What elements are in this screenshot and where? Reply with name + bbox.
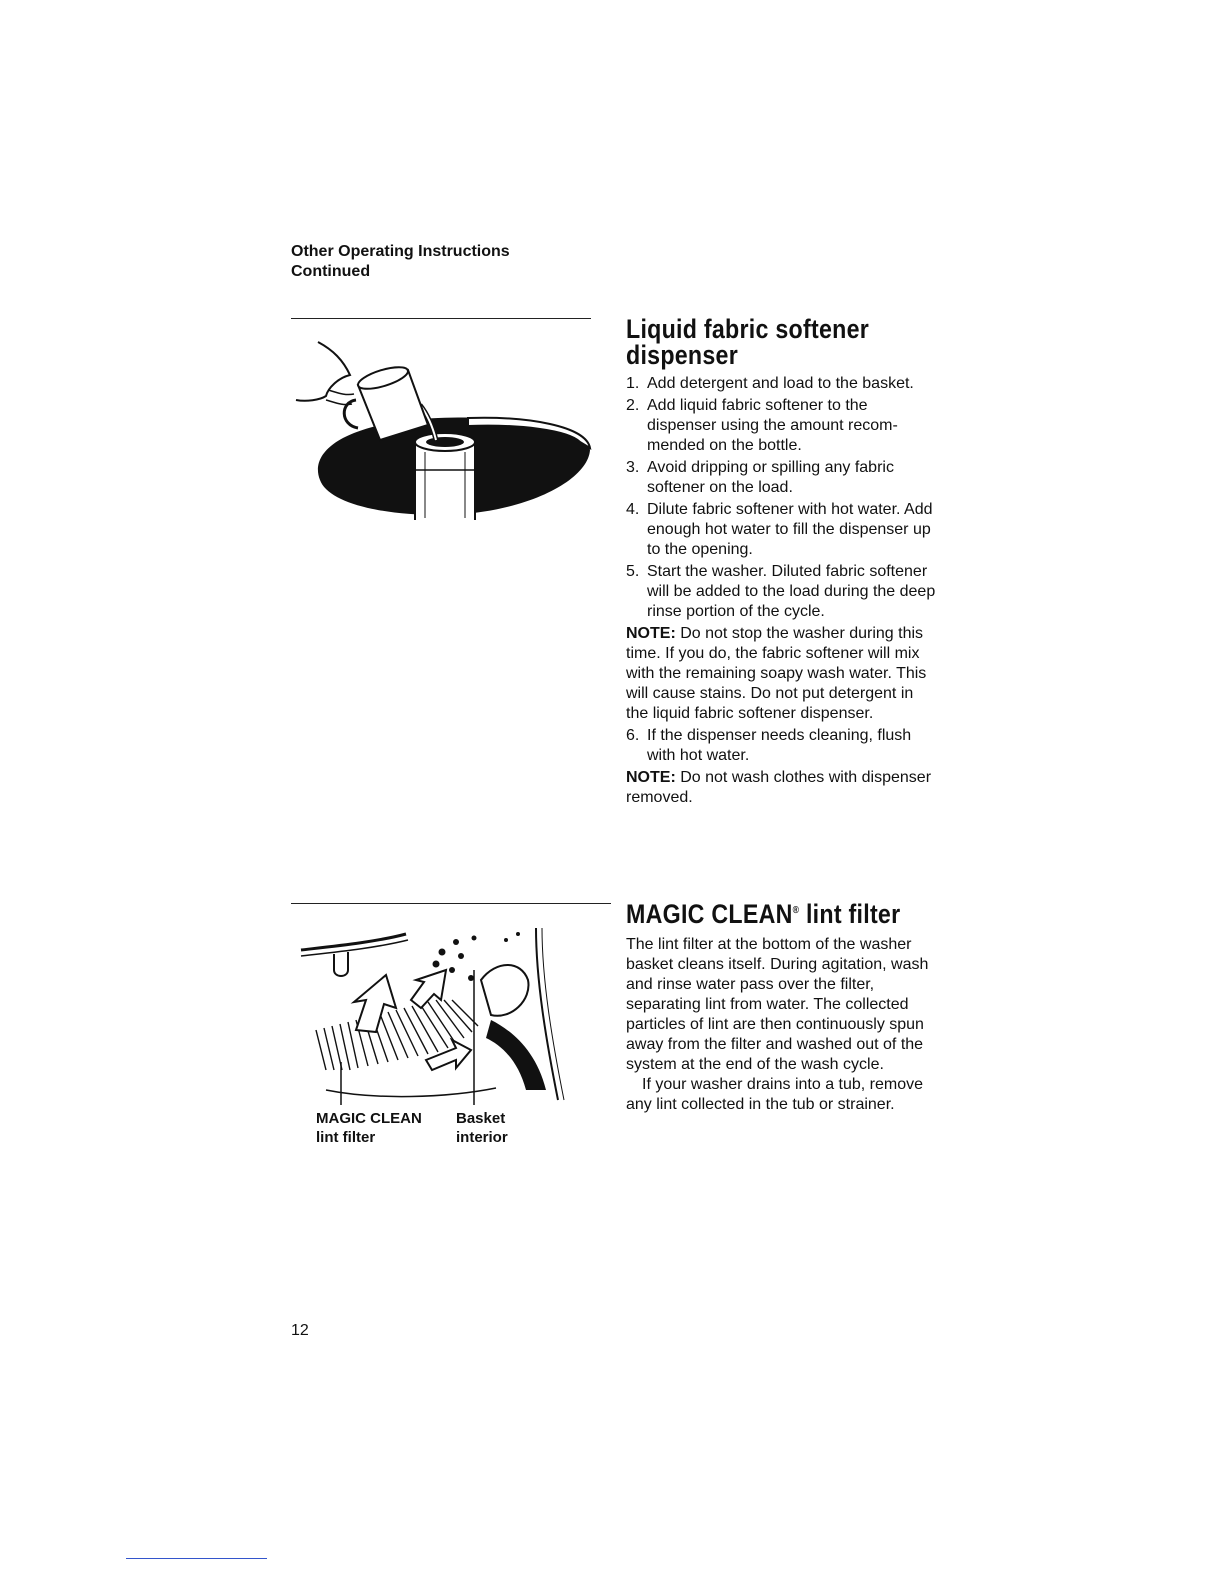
- softener-title: [626, 316, 893, 368]
- lint-paragraph-1: The lint filter at the bottom of the washer basket cleans itself. During agitation, wash and rinse water pass over the filter, separating lint from water. The collected particles of lint are then continuously spun away from the filter and washed out of the system at the end of the wash cycle.: [626, 936, 929, 1073]
- step-number: 3.: [626, 459, 640, 476]
- divider-top: [291, 318, 591, 319]
- note-text: Do not wash clothes with dispenser removed.: [626, 769, 932, 806]
- step-text: Add detergent and load to the basket.: [647, 375, 914, 392]
- note-1: [626, 624, 936, 724]
- note-2: [626, 768, 936, 808]
- step-item: [626, 396, 936, 456]
- note-text: Do not stop the washer during this time. If you do, the fabric softener will mix with the remaining soapy wash water. This will cause stains. Do not put detergent in the liquid fabric softener dispenser.: [626, 625, 927, 722]
- step-number: 4.: [626, 501, 640, 518]
- step-text: Dilute fabric softener with hot water. Add enough hot water to fill the dispenser up to the opening.: [647, 501, 933, 558]
- step-item: [626, 458, 936, 498]
- lint-title-rest: lint filter: [799, 899, 901, 929]
- step-text: Start the washer. Diluted fabric softener will be added to the load during the deep rinse portion of the cycle.: [647, 563, 936, 620]
- step-item: [626, 562, 936, 622]
- caption-basket-line2: interior: [456, 1129, 508, 1146]
- step-item: [626, 374, 936, 394]
- step-text: Avoid dripping or spilling any fabric softener on the load.: [647, 459, 894, 496]
- step-number: 1.: [626, 375, 640, 392]
- softener-title-line2: dispenser: [626, 340, 739, 370]
- footer-divider: [126, 1558, 267, 1559]
- note-label: NOTE:: [626, 769, 676, 786]
- step-text: If the dispenser needs cleaning, flush with hot water.: [647, 727, 912, 764]
- divider-middle: [291, 903, 611, 904]
- softener-title-line1: Liquid fabric softener: [626, 314, 870, 344]
- step-number: 6.: [626, 727, 640, 744]
- section-header: [291, 242, 510, 282]
- lint-title: [626, 898, 901, 929]
- note-label: NOTE:: [626, 625, 676, 642]
- caption-basket-line1: Basket: [456, 1110, 506, 1127]
- lint-title-mark: ®: [792, 905, 800, 916]
- lint-paragraph-2: If your washer drains into a tub, remove any lint collected in the tub or strainer.: [626, 1076, 924, 1113]
- step-item: [626, 500, 936, 560]
- section-header-title: Other Operating Instructions: [291, 243, 510, 260]
- lint-filter-illustration: [296, 920, 586, 1110]
- caption-lint-filter: [316, 1109, 422, 1147]
- softener-pouring-illustration: [288, 330, 598, 520]
- caption-lint-filter-line1: MAGIC CLEAN: [316, 1110, 422, 1127]
- page-number: 12: [291, 1322, 309, 1339]
- step-number: 2.: [626, 397, 640, 414]
- lint-section: [626, 898, 936, 1115]
- softener-section: [626, 316, 936, 808]
- caption-basket-interior: [456, 1109, 508, 1147]
- softener-steps: [626, 374, 936, 622]
- softener-steps-cont: [626, 726, 936, 766]
- step-item: [626, 726, 936, 766]
- step-text: Add liquid fabric softener to the dispenser using the amount recom-mended on the bottle.: [647, 397, 898, 454]
- lint-title-brand: MAGIC CLEAN: [626, 899, 793, 929]
- step-number: 5.: [626, 563, 640, 580]
- caption-lint-filter-line2: lint filter: [316, 1129, 376, 1146]
- section-header-continued: Continued: [291, 263, 371, 280]
